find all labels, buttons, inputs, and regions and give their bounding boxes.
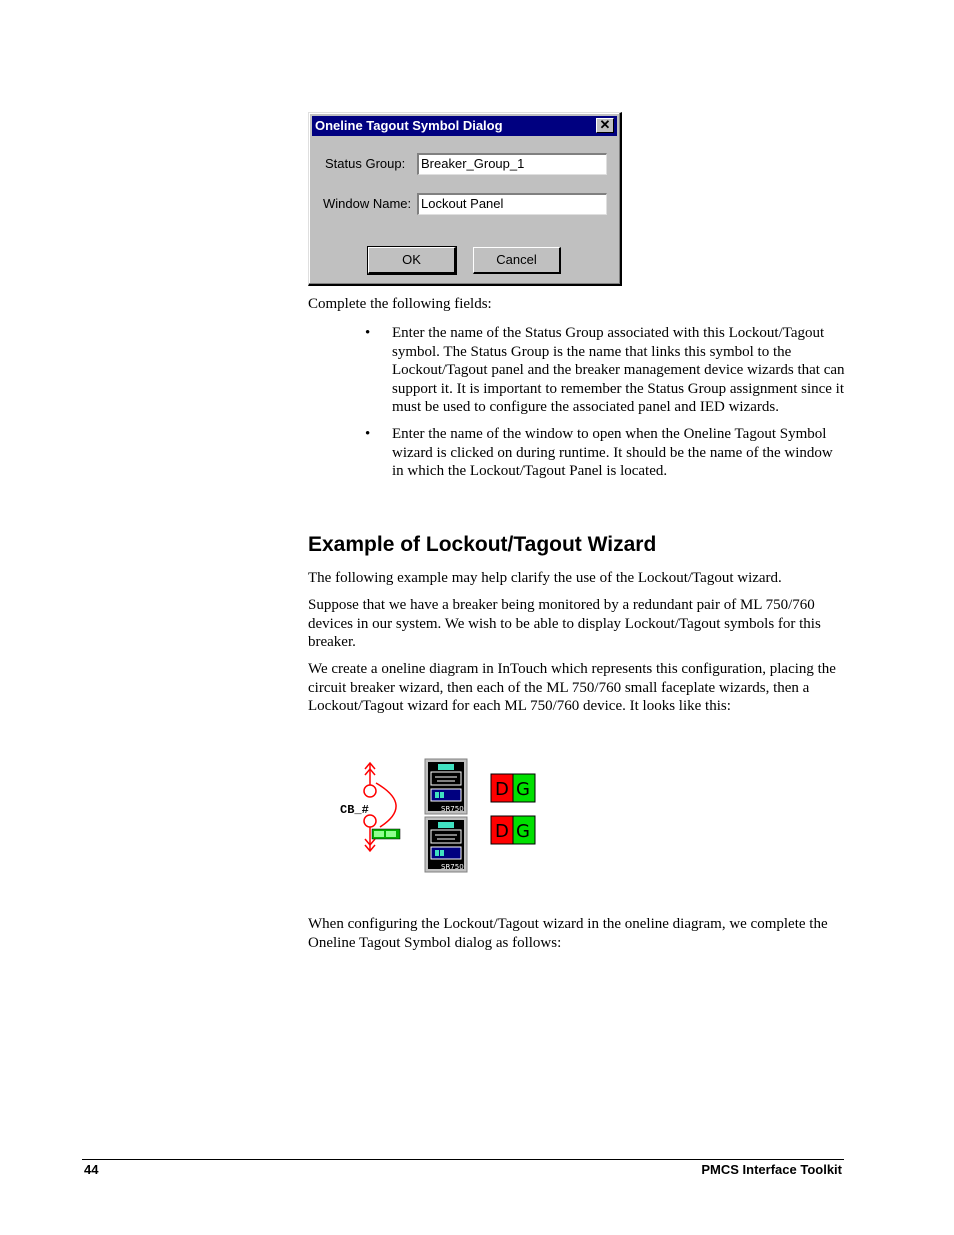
- tag-g-label: G: [516, 821, 530, 842]
- window-name-label: Window Name:: [323, 196, 412, 211]
- footer-divider: [82, 1159, 844, 1160]
- window-name-input[interactable]: Lockout Panel: [417, 193, 607, 215]
- page-number: 44: [84, 1162, 99, 1177]
- tagout-symbol-1: [491, 774, 535, 802]
- bullet-icon: •: [365, 325, 371, 341]
- bullet-text: Enter the name of the window to open when the Oneline Tagout Symbol wizard is clicked on during runtime. It should be the name of the window in which the Lockout/Tagout Panel is located.: [392, 426, 833, 479]
- status-group-label: Status Group:: [325, 156, 406, 171]
- close-icon[interactable]: ✕: [596, 118, 614, 133]
- paragraph: Suppose that we have a breaker being monitored by a redundant pair of ML 750/760 devices in our system. We wish to be able to display Lockout/Tagout symbols for this breaker.: [308, 597, 821, 650]
- bullet-icon: •: [365, 426, 371, 442]
- status-group-input[interactable]: Breaker_Group_1: [417, 153, 607, 175]
- intro-text: Complete the following fields:: [308, 296, 492, 312]
- tag-d-label: D: [495, 779, 509, 800]
- dialog-title: Oneline Tagout Symbol Dialog: [315, 118, 503, 133]
- tagout-symbol-2: [491, 816, 535, 844]
- device-faceplate-1: [425, 759, 467, 814]
- paragraph: We create a oneline diagram in InTouch which represents this configuration, placing the circuit breaker wizard, then each of the ML 750/760 small faceplate wizards, then a Lockout/Tagout wizard for each ML 750/760 device. It looks like this:: [308, 661, 836, 714]
- oneline-diagram-figure: [336, 755, 546, 875]
- tag-d-label: D: [495, 821, 509, 842]
- bullet-text: Enter the name of the Status Group associated with this Lockout/Tagout symbol. The Status Group is the name that links this symbol to the Lockout/Tagout panel and the breaker management device wizards that can support it. It is important to remember the Status Group assignment since it must be used to configure the associated panel and IED wizards.: [392, 325, 845, 415]
- device-label: SR750: [441, 863, 464, 871]
- section-heading: Example of Lockout/Tagout Wizard: [308, 533, 657, 556]
- cancel-button[interactable]: Cancel: [473, 247, 561, 274]
- device-label: SR750: [441, 805, 464, 813]
- paragraph: The following example may help clarify the use of the Lockout/Tagout wizard.: [308, 570, 782, 586]
- closing-paragraph: When configuring the Lockout/Tagout wizard in the oneline diagram, we complete the Oneline Tagout Symbol dialog as follows:: [308, 916, 828, 951]
- ok-button[interactable]: OK: [368, 247, 456, 274]
- tagout-symbol-dialog: [308, 112, 622, 286]
- book-title: PMCS Interface Toolkit: [701, 1162, 842, 1177]
- dialog-titlebar: [312, 116, 617, 136]
- breaker-label: CB_#: [340, 803, 369, 817]
- tag-g-label: G: [516, 779, 530, 800]
- oneline-diagram-svg: [336, 755, 546, 875]
- device-faceplate-2: [425, 817, 467, 872]
